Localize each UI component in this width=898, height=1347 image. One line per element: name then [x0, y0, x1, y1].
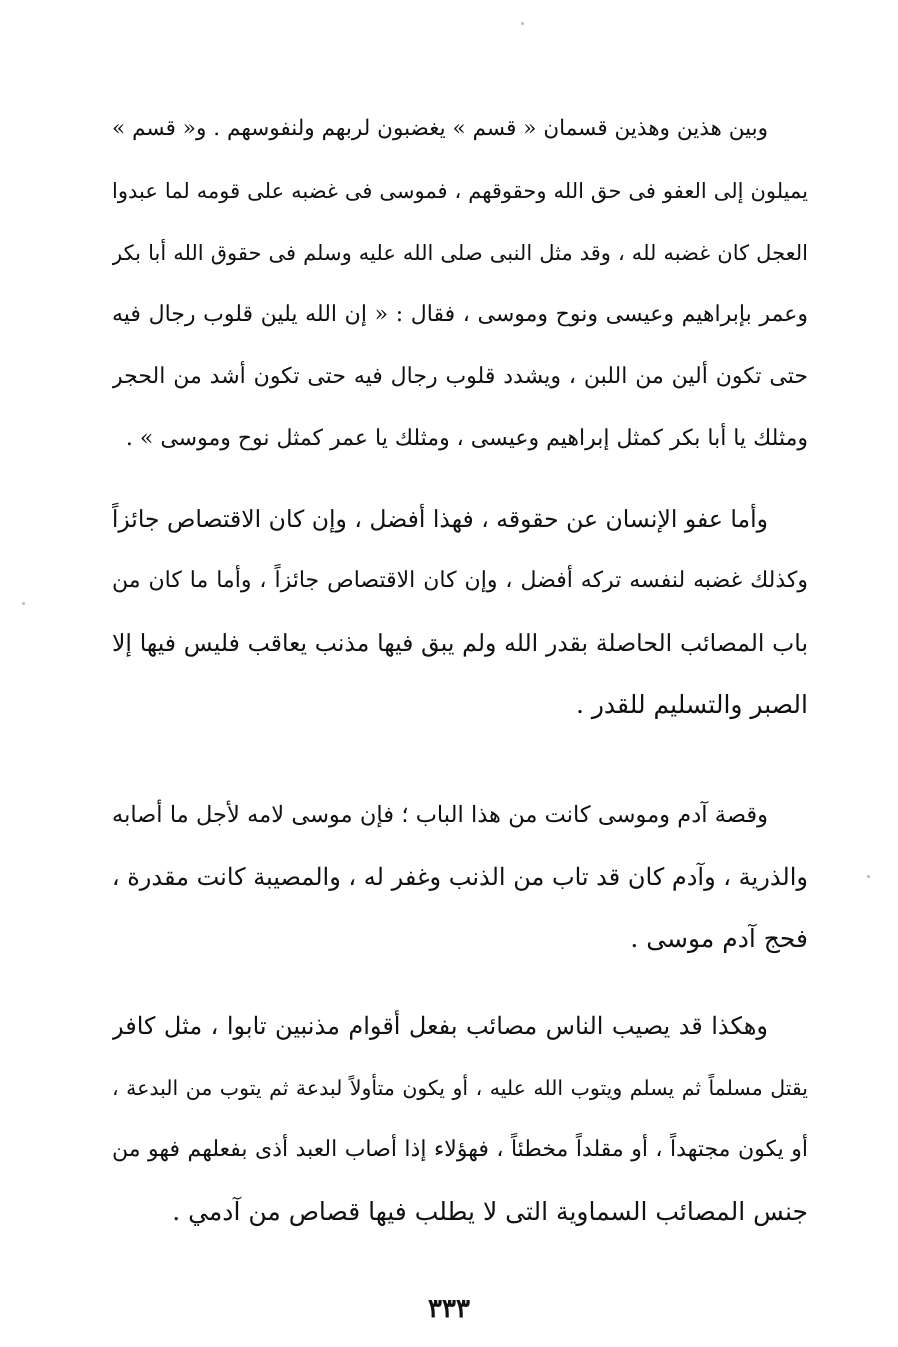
scan-speck	[521, 22, 524, 25]
scan-speck	[867, 875, 870, 878]
text-line: أو يكون مجتهداً ، أو مقلداً مخطئاً ، فهؤلاء إذا أصاب العبد أذى بفعلهم فهو من	[112, 1137, 808, 1162]
text-line: والذرية ، وآدم كان قد تاب من الذنب وغفر له ، والمصيبة كانت مقدرة ،	[112, 863, 808, 891]
text-line: حتى تكون ألين من اللبن ، ويشدد قلوب رجال فيه حتى تكون أشد من الحجر	[112, 364, 808, 389]
scan-speck	[22, 602, 25, 605]
paragraph-4	[112, 995, 808, 1243]
paragraph-3	[112, 784, 808, 970]
text-line: وبين هذين وهذين قسمان « قسم » يغضبون لربهم ولنفوسهم . و« قسم »	[112, 116, 768, 141]
text-line: يقتل مسلماً ثم يسلم ويتوب الله عليه ، أو يكون متأولاً لبدعة ثم يتوب من البدعة ،	[112, 1076, 808, 1100]
paragraph-1	[112, 98, 808, 470]
text-line: يميلون إلى العفو فى حق الله وحقوقهم ، فموسى فى غضبه على قومه لما عبدوا	[112, 179, 808, 203]
text-line: ومثلك يا أبا بكر كمثل إبراهيم وعيسى ، ومثلك يا عمر كمثل نوح وموسى » .	[125, 426, 808, 451]
text-line: جنس المصائب السماوية التى لا يطلب فيها قصاص من آدمي .	[172, 1197, 808, 1226]
page-number: ٣٣٣	[428, 1294, 470, 1324]
text-line: وقصة آدم وموسى كانت من هذا الباب ؛ فإن موسى لامه لأجل ما أصابه	[112, 802, 768, 828]
text-line: باب المصائب الحاصلة بقدر الله ولم يبق فيها مذنب يعاقب فليس فيها إلا	[112, 629, 808, 657]
paragraph-2	[112, 488, 808, 736]
text-line: الصبر والتسليم للقدر .	[575, 690, 808, 719]
text-line: فحج آدم موسى .	[630, 924, 808, 953]
text-line: وهكذا قد يصيب الناس مصائب بفعل أقوام مذنبين تابوا ، مثل كافر	[112, 1012, 768, 1040]
text-line: العجل كان غضبه لله ، وقد مثل النبى صلى الله عليه وسلم فى حقوق الله أبا بكر	[112, 241, 808, 265]
text-line: وأما عفو الإنسان عن حقوقه ، فهذا أفضل ، وإن كان الاقتصاص جائزاً	[112, 505, 768, 533]
text-line: وعمر بإبراهيم وعيسى ونوح وموسى ، فقال : « إن الله يلين قلوب رجال فيه	[112, 302, 808, 327]
text-line: وكذلك غضبه لنفسه تركه أفضل ، وإن كان الاقتصاص جائزاً ، وأما ما كان من	[112, 568, 808, 593]
